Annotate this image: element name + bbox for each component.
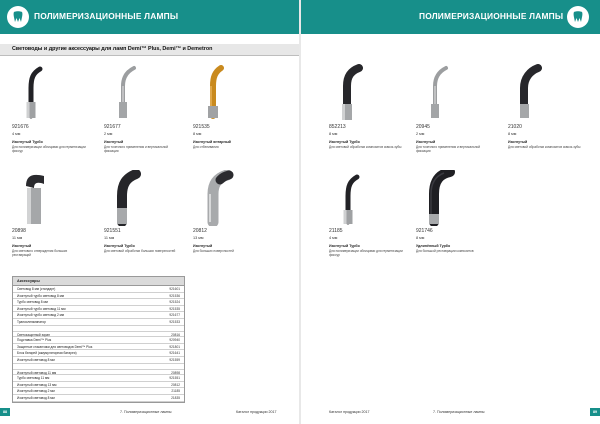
page-title: ПОЛИМЕРИЗАЦИОННЫЕ ЛАМПЫ (34, 11, 179, 21)
product-description: Для полимеризации облицовки для герметизации фиссур (329, 249, 403, 258)
accessory-code: 20898 (171, 370, 180, 375)
product-description: Для световой обработки композитов сквозь зубы (329, 145, 402, 149)
product-name: Удлинённый Турбо (416, 244, 451, 248)
product-size: 2 мм (104, 132, 113, 136)
accessory-code: 21185 (171, 389, 180, 394)
accessory-name: Блок батарей (аккумуляторная батарея) (17, 351, 77, 356)
product-description: Для световой обработки композитов сквозь зубы (508, 145, 581, 149)
footer-catalog: Каталог продукции 2017 (236, 410, 277, 414)
accessory-code: 921801 (169, 344, 180, 349)
product-size: 13 мм (193, 236, 204, 240)
accessory-name: Светозащитный экран (17, 332, 50, 337)
product-name: Изогнутый (416, 140, 436, 144)
tooth-logo-icon (7, 6, 29, 28)
product-description: Для отбеливания (193, 145, 219, 149)
table-row (13, 382, 184, 389)
product-name: Изогнутый Турбо (12, 140, 43, 144)
product-card[interactable] (329, 170, 409, 257)
product-code: 921677 (104, 124, 121, 130)
table-row (13, 369, 184, 376)
product-code: 20898 (12, 228, 26, 234)
product-description: Для точечного применения и вертикальной фиксации (416, 145, 481, 154)
product-card[interactable] (104, 170, 184, 253)
product-size: 8 мм (508, 132, 517, 136)
accessory-name: Турбо световод 8 мм (17, 300, 48, 305)
product-code: 852213 (329, 124, 346, 130)
product-description: Для светового отверждения больших реставраций (12, 249, 68, 258)
curing-light-guide-image (508, 64, 548, 122)
curing-light-guide-image (12, 170, 56, 226)
accessory-code: 920940 (169, 338, 180, 343)
accessory-code: 20812 (171, 382, 180, 387)
product-card[interactable] (12, 170, 92, 257)
accessory-code: 921601 (169, 287, 180, 291)
product-card[interactable] (329, 64, 409, 149)
product-description: Для больших поверхностей (193, 249, 234, 253)
product-name: Изогнутый Турбо (104, 244, 135, 248)
product-size: 8 мм (193, 132, 202, 136)
product-card[interactable] (193, 170, 273, 253)
curing-light-guide-image (104, 170, 148, 226)
accessory-name: Изогнутый световод 13 мм (17, 382, 57, 387)
product-description: Для полимеризации облицовки для герметизации фиссур (12, 145, 86, 154)
right-header (301, 0, 600, 34)
table-row (13, 306, 184, 313)
table-body (13, 286, 184, 402)
accessory-name: Подставка Demi™ Plus (17, 338, 52, 343)
footer-chapter: 7. Полимеризационные лампы (120, 410, 172, 414)
accessory-code: 921535 (169, 306, 180, 311)
product-name: Изогнутый Турбо (329, 244, 360, 248)
right-page (301, 0, 600, 424)
table-row (13, 312, 184, 319)
product-size: 2 мм (416, 132, 425, 136)
accessory-code: 921536 (169, 293, 180, 298)
table-heading: Аксессуары (13, 277, 184, 286)
accessory-name: Изогнутый турбо световод 8 мм (17, 293, 64, 298)
product-code: 921676 (12, 124, 29, 130)
accessory-name: Турбо световод 11 мм (17, 376, 50, 381)
elongated-light-guide-image (416, 170, 460, 226)
page-number: 89 (590, 408, 600, 416)
curing-light-guide-image (193, 170, 237, 226)
product-code: 20812 (193, 228, 207, 234)
product-code: 921551 (104, 228, 121, 234)
table-row (13, 331, 184, 338)
product-size: 11 мм (104, 236, 115, 240)
left-footer (0, 408, 299, 416)
accessory-name: Изогнутый световод 8 мм (17, 357, 55, 362)
accessory-name: Трансиллюминатор (17, 319, 46, 324)
product-name: Изогнутый Турбо (329, 140, 360, 144)
accessory-code: 921551 (169, 376, 180, 381)
product-size: 8 мм (416, 236, 425, 240)
accessory-name: Изогнутый турбо световод 2 мм (17, 313, 64, 318)
accessory-name: Изогнутый световод 8 мм (17, 395, 55, 400)
left-page (0, 0, 299, 424)
table-row (13, 357, 184, 364)
footer-catalog: Каталог продукции 2017 (329, 410, 370, 414)
left-header (0, 0, 299, 34)
product-code: 921535 (193, 124, 210, 130)
tooth-logo-icon (567, 6, 589, 28)
section-title: Световоды и другие аксессуары для ламп Demi™ Plus, Demi™ и Demetron (12, 46, 213, 52)
section-heading (0, 44, 299, 56)
product-size: 4 мм (329, 236, 338, 240)
right-footer (301, 408, 600, 416)
accessory-name: Световод 8 мм (стандарт) (17, 287, 56, 291)
table-row (13, 344, 184, 351)
product-name: Изогнутый (104, 140, 124, 144)
product-size: 8 мм (329, 132, 338, 136)
product-description: Для точечного применения и вертикальной фиксации (104, 145, 169, 154)
product-description: Для большой реставрации композитов (416, 249, 474, 253)
product-description: Для световой обработки больших поверхностей (104, 249, 176, 253)
product-name: Изогнутый (193, 244, 213, 248)
product-size: 4 мм (12, 132, 21, 136)
footer-chapter: 7. Полимеризационные лампы (433, 410, 485, 414)
curing-light-guide-image (416, 64, 456, 122)
accessory-name: Изогнутый световод 2 мм (17, 389, 55, 394)
page-title: ПОЛИМЕРИЗАЦИОННЫЕ ЛАМПЫ (419, 11, 564, 21)
product-code: 20945 (416, 124, 430, 130)
accessory-code: 921524 (169, 300, 180, 305)
table-row (13, 350, 184, 357)
accessory-code: 921677 (169, 313, 180, 318)
accessory-code: 921533 (169, 319, 180, 324)
accessory-name: Защитные стаканчики для световодов Demi™ Plus (17, 344, 93, 349)
amber-light-guide-image (193, 64, 233, 122)
accessory-code: 921559 (169, 357, 180, 362)
product-name: Изогнутый (508, 140, 528, 144)
accessory-code: 20816 (171, 332, 180, 337)
product-code: 21185 (329, 228, 343, 234)
accessory-name: Изогнутый турбо световод 11 мм (17, 306, 66, 311)
accessory-code: 21835 (171, 395, 180, 400)
page-number: 88 (0, 408, 10, 416)
curing-light-guide-image (12, 64, 52, 122)
table-row (13, 286, 184, 293)
product-card[interactable] (193, 64, 273, 149)
curing-light-guide-image (329, 64, 369, 122)
table-row (13, 337, 184, 344)
product-card[interactable] (12, 64, 92, 153)
product-code: 921746 (416, 228, 433, 234)
product-card[interactable] (508, 64, 588, 149)
accessory-code: 921641 (169, 351, 180, 356)
product-size: 11 мм (12, 236, 23, 240)
curing-light-guide-image (329, 170, 369, 226)
table-row (13, 293, 184, 300)
accessory-name: Изогнутый световод 11 мм (17, 370, 57, 375)
product-card[interactable] (416, 170, 496, 253)
table-row (13, 299, 184, 306)
product-name: Изогнутый янтарный (193, 140, 231, 144)
table-row (13, 375, 184, 382)
table-row (13, 388, 184, 395)
accessories-table (12, 276, 185, 403)
curing-light-guide-image (104, 64, 144, 122)
product-card[interactable] (104, 64, 184, 153)
table-row (13, 319, 184, 326)
product-name: Изогнутый (12, 244, 32, 248)
product-card[interactable] (416, 64, 496, 153)
product-code: 21020 (508, 124, 522, 130)
table-row (13, 395, 184, 402)
